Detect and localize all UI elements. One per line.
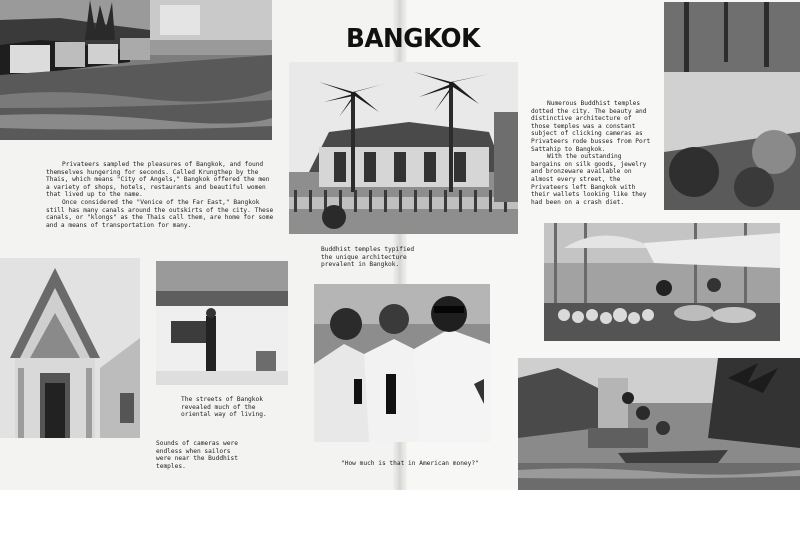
intro-paragraph-2: Once considered the "Venice of the Far East," Bangkok still has many canals around the outskirts of the city. These canals, or "klongs" as the Thais call them, are home for some and a means of transportation for many. (46, 198, 274, 229)
page-bottom-margin (0, 490, 800, 533)
money-caption: "How much is that in American money?" (341, 460, 479, 467)
intro-text (46, 161, 276, 229)
page-title: BANGKOK (346, 24, 480, 54)
right-text (531, 100, 653, 206)
right-paragraph-2: With the outstanding bargains on silk goods, jewelry and bronzeware available on almost every street, the Privateers left Bangkok with their wallets looking like they had been on a crash diet. (531, 153, 647, 206)
sailors-shopping-photo (314, 284, 490, 442)
temple-garden-photo (664, 2, 800, 210)
cameras-caption: Sounds of cameras were endless when sailors were near the Buddhist temples. (156, 440, 238, 470)
intro-paragraph-1: Privateers sampled the pleasures of Bangkok, and found themselves hungering for seconds. Called Krungthep by the Thais, which means "City of Angels," Bangkok offered the men a variety of shops, hotels, restaurants and beautiful women that lived up to the name. (46, 161, 270, 199)
temple-palms-photo (289, 62, 518, 234)
klong-boat-photo (518, 358, 800, 490)
right-paragraph-1: Numerous Buddhist temples dotted the city. The beauty and distinctive architecture of those temples was a constant subject of clicking cameras as Privateers rode busses from Port Sattahip to Bangkok. (531, 100, 651, 153)
streets-caption: The streets of Bangkok revealed much of the oriental way of living. (181, 396, 267, 419)
temple-gate-photo (0, 258, 140, 438)
temples-architecture-caption: Buddhist temples typified the unique architecture prevalent in Bangkok. (321, 246, 415, 269)
street-scene-photo (156, 261, 288, 385)
market-stall-photo (544, 223, 780, 341)
canal-houses-photo (0, 0, 272, 140)
